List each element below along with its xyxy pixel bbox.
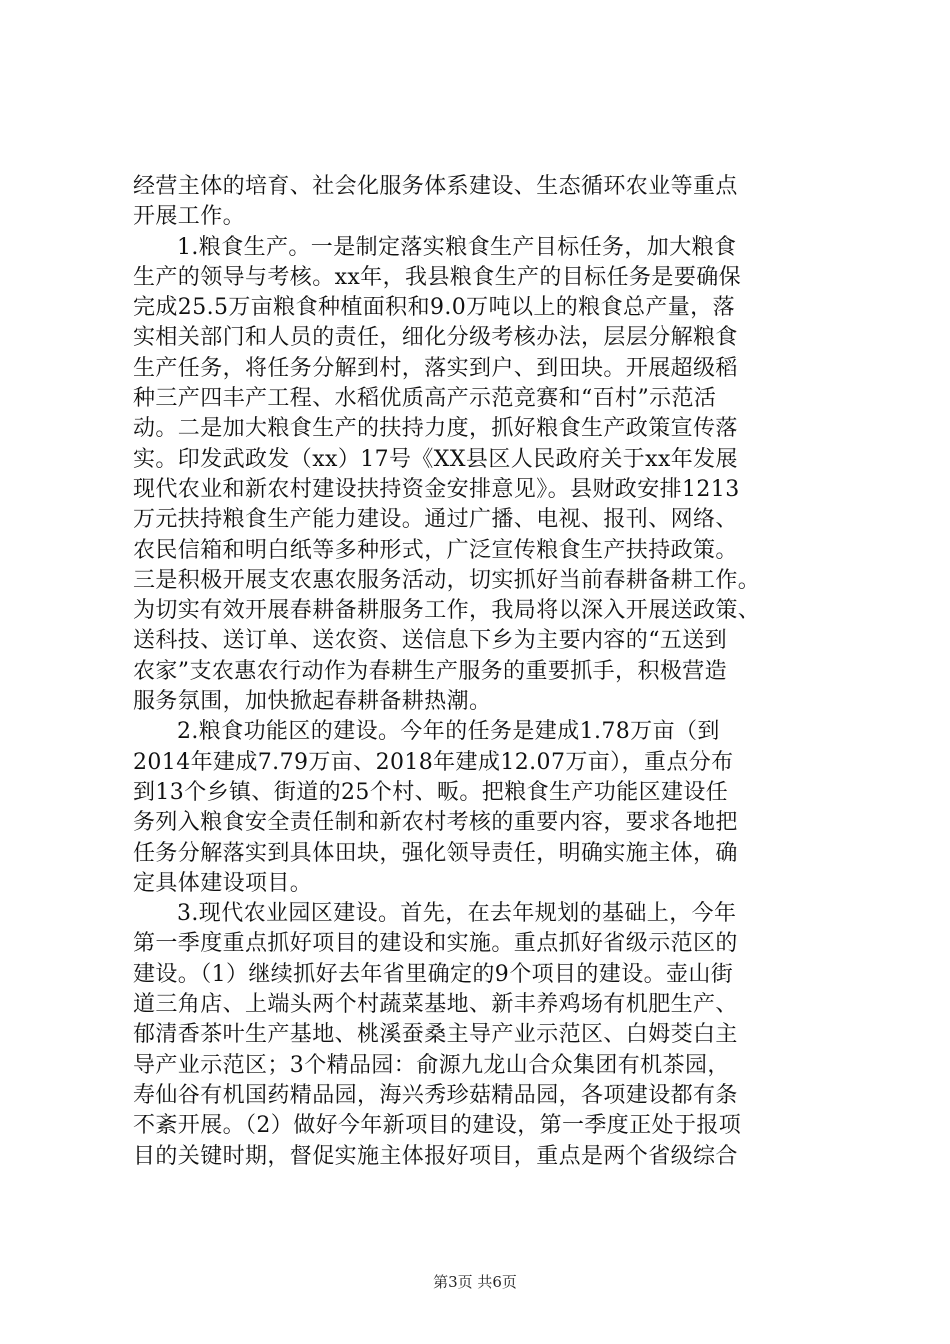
text-line: 生产的领导与考核。xx年，我县粮食生产的目标任务是要确保: [133, 264, 742, 290]
text-line: 实相关部门和人员的责任，细化分级考核办法，层层分解粮食: [133, 325, 738, 351]
text-line: 农家”支农惠农行动作为春耕生产服务的重要抓手，积极营造: [133, 658, 728, 684]
text-line: 送科技、送订单、送农资、送信息下乡为主要内容的“五送到: [133, 628, 728, 654]
document-body: [133, 172, 833, 1172]
text-line: 寿仙谷有机国药精品园，海兴秀珍菇精品园，各项建设都有条: [133, 1082, 738, 1108]
text-line: 定具体建设项目。: [133, 870, 313, 896]
text-line: 到13个乡镇、街道的25个村、畈。把粮食生产功能区建设任: [133, 779, 729, 805]
text-line: 实。印发武政发（xx）17号《XX县区人民政府关于xx年发展: [133, 446, 738, 472]
text-line: 第一季度重点抓好项目的建设和实施。重点抓好省级示范区的: [133, 931, 738, 957]
text-line: 动。二是加大粮食生产的扶持力度，抓好粮食生产政策宣传落: [133, 416, 738, 442]
text-line: 农民信箱和明白纸等多种形式，广泛宣传粮食生产扶持政策。: [133, 537, 738, 563]
text-line: 开展工作。: [133, 204, 246, 230]
text-line: 完成25.5万亩粮食种植面积和9.0万吨以上的粮食总产量，落: [133, 295, 735, 321]
paragraph-start-line: 2.粮食功能区的建设。今年的任务是建成1.78万亩（到: [177, 719, 720, 745]
text-line: 三是积极开展支农惠农服务活动，切实抓好当前春耕备耕工作。: [133, 567, 761, 593]
text-line: 不紊开展。（2）做好今年新项目的建设，第一季度正处于报项: [133, 1113, 742, 1139]
paragraph-start-line: 3.现代农业园区建设。首先，在去年规划的基础上，今年: [177, 901, 737, 927]
text-line: 服务氛围，加快掀起春耕备耕热潮。: [133, 689, 492, 715]
text-line: 目的关键时期，督促实施主体报好项目，重点是两个省级综合: [133, 1143, 738, 1169]
text-line: 任务分解落实到具体田块，强化领导责任，明确实施主体，确: [133, 840, 738, 866]
text-line: 种三产四丰产工程、水稻优质高产示范竞赛和“百村”示范活: [133, 386, 717, 412]
text-line: 生产任务，将任务分解到村，落实到户、到田块。开展超级稻: [133, 355, 738, 381]
paragraph-start-line: 1.粮食生产。一是制定落实粮食生产目标任务，加大粮食: [177, 234, 737, 260]
text-line: 道三角店、上端头两个村蔬菜基地、新丰养鸡场有机肥生产、: [133, 992, 738, 1018]
page-number-footer: 第3页 共6页: [433, 1273, 517, 1291]
text-line: 为切实有效开展春耕备耕服务工作，我局将以深入开展送政策、: [133, 598, 761, 624]
text-line: 经营主体的培育、社会化服务体系建设、生态循环农业等重点: [133, 174, 738, 199]
text-line: 务列入粮食安全责任制和新农村考核的重要内容，要求各地把: [133, 810, 738, 836]
text-line: 万元扶持粮食生产能力建设。通过广播、电视、报刊、网络、: [133, 507, 738, 533]
text-line: 建设。（1）继续抓好去年省里确定的9个项目的建设。壶山街: [133, 961, 734, 987]
text-line: 导产业示范区；3个精品园：俞源九龙山合众集团有机茶园，: [133, 1052, 730, 1078]
text-line: 2014年建成7.79万亩、2018年建成12.07万亩），重点分布: [133, 749, 734, 775]
text-line: 现代农业和新农村建设扶持资金安排意见》。县财政安排1213: [133, 476, 740, 502]
text-line: 郁清香茶叶生产基地、桃溪蚕桑主导产业示范区、白姆茭白主: [133, 1022, 738, 1048]
